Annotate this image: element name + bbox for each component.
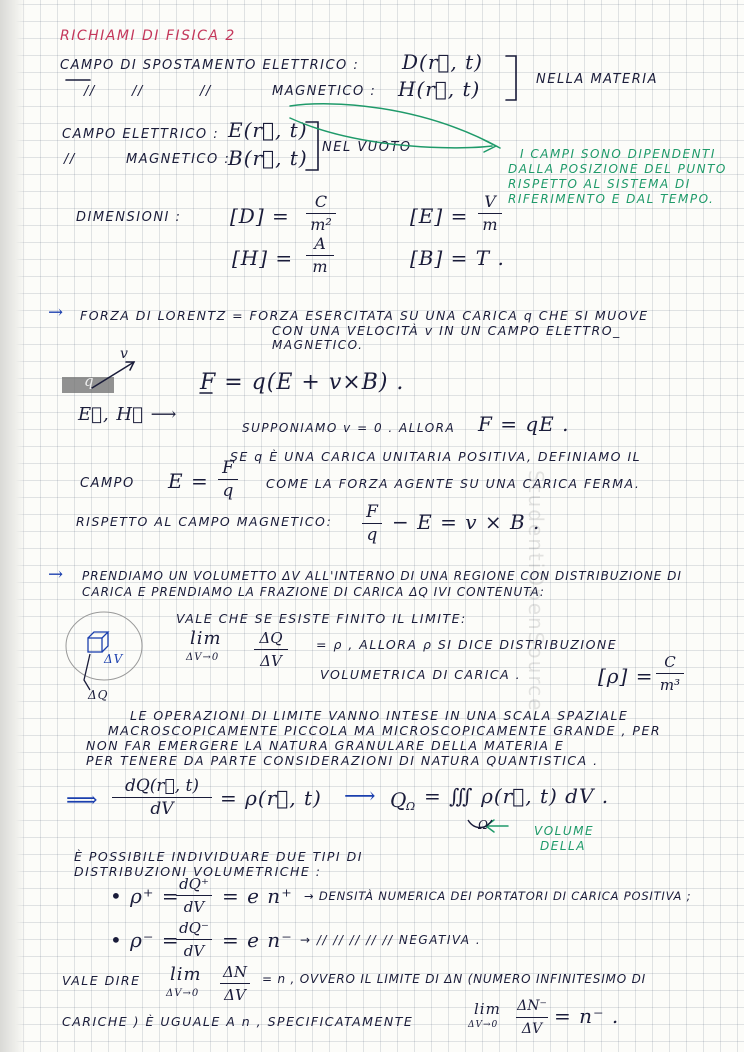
green-note-line-4: RIFERIMENTO E DAL TEMPO.: [508, 192, 715, 206]
charge-integral: = ∭ ρ(r⃗, t) dV .: [424, 784, 610, 808]
n-lim: lim: [170, 964, 202, 985]
q-omega: Q: [390, 788, 408, 812]
limit-note-4: PER TENERE DA PARTE CONSIDERAZIONI DI NATURA QUANTISTICA .: [86, 753, 599, 768]
dimensions-label: DIMENSIONI :: [76, 210, 182, 225]
volume-note: VOLUME: [534, 824, 595, 838]
rho-plus-den: dV: [183, 898, 205, 916]
derivative-arrow: ⟹: [66, 788, 99, 813]
derivative-den: dV: [150, 799, 174, 819]
limit-dq: ΔQ: [259, 629, 283, 647]
q-omega-sub: Ω: [406, 800, 417, 813]
dim-e-num: V: [484, 192, 496, 211]
n-minus-eq: = n⁻ .: [554, 1004, 620, 1028]
n-minus-lim-sub: ΔV→0: [468, 1020, 499, 1030]
magnetic-f: F: [366, 502, 378, 522]
lorentz-line-1: FORZA DI LORENTZ = FORZA ESERCITATA SU UNA CARICA q CHE SI MUOVE: [80, 308, 649, 323]
vacuum-bracket: [306, 122, 318, 170]
e-field-label: CAMPO ELETTRICO :: [62, 127, 220, 142]
limit-note-3: NON FAR EMERGERE LA NATURA GRANULARE DELLA MATERIA E: [86, 738, 565, 753]
watermark: StudentiOpenSource: [524, 470, 548, 713]
n-minus-lim: lim: [474, 1000, 501, 1018]
rho-minus-num: dQ⁻: [179, 919, 209, 937]
velocity-arrow: [92, 362, 134, 388]
campo-e-eq: E =: [168, 469, 209, 493]
rho-plus-note: → DENSITÀ NUMERICA DEI PORTATORI DI CARICA POSITIVA ;: [304, 889, 692, 903]
suppose-text: SUPPONIAMO v = 0 . ALLORA: [242, 421, 456, 435]
magnetic-label: RISPETTO AL CAMPO MAGNETICO:: [76, 514, 333, 529]
limit-lim-sub: ΔV→0: [186, 652, 220, 663]
green-note-line-1: I CAMPI SONO DIPENDENTI: [520, 147, 716, 161]
integral-domain: Ω: [478, 818, 489, 832]
dim-e-den: m: [482, 215, 498, 234]
h-field-label: MAGNETICO :: [272, 84, 377, 99]
dim-d-den: m²: [310, 215, 332, 234]
b-field-symbol: B(r⃗, t): [228, 146, 308, 170]
h-field-symbol: H(r⃗, t): [398, 77, 481, 101]
rho-units-num: C: [664, 653, 676, 671]
page-title: RICHIAMI DI FISICA 2: [60, 28, 236, 44]
density-line-1: PRENDIAMO UN VOLUMETTO ΔV ALL'INTERNO DI UNA REGIONE CON DISTRIBUZIONE DI: [82, 569, 682, 583]
limit-note-2: MACROSCOPICAMENTE PICCOLA MA MICROSCOPICAMENTE GRANDE , PER: [108, 723, 662, 738]
n-dv: ΔV: [224, 986, 246, 1004]
campo-tail: COME LA FORZA AGENTE SU UNA CARICA FERMA.: [266, 476, 641, 491]
dim-d-num: C: [314, 192, 328, 211]
n-minus-dn: ΔN⁻: [517, 998, 547, 1014]
b-field-label: MAGNETICO :: [126, 152, 231, 167]
rho-plus-num: dQ⁺: [179, 875, 209, 893]
lorentz-line-2: CON UNA VELOCITÀ v IN UN CAMPO ELETTRO_: [272, 323, 621, 338]
rho-minus-note: → // // // // // NEGATIVA .: [300, 933, 482, 947]
density-arrow: →: [48, 564, 65, 585]
matter-bracket: [506, 56, 516, 100]
cube-pointer: [84, 654, 90, 690]
dim-b: [B] = T .: [410, 246, 505, 270]
limit-note-1: LE OPERAZIONI DI LIMITE VANNO INTESE IN UNA SCALA SPAZIALE: [130, 708, 629, 723]
green-note-line-2: DALLA POSIZIONE DEL PUNTO: [508, 162, 727, 176]
magnetic-q: q: [366, 525, 378, 545]
vale-dire: VALE DIRE: [62, 973, 141, 988]
cube-dv-label: ΔV: [104, 652, 124, 666]
carrier-intro-1: È POSSIBILE INDIVIDUARE DUE TIPI DI: [74, 849, 363, 864]
volume-note-2: DELLA: [540, 839, 586, 853]
rho-units-lhs: [ρ] =: [598, 664, 654, 688]
derivative-num: dQ(r⃗, t): [124, 776, 200, 796]
green-note-line-3: RISPETTO AL SISTEMA DI: [508, 177, 691, 191]
rho-plus-rhs: = e n⁺: [222, 884, 293, 908]
n-minus-dv: ΔV: [521, 1021, 543, 1037]
green-arrow-from-e: [290, 118, 492, 148]
dim-h-lhs: [H] =: [232, 246, 294, 270]
matter-label: NELLA MATERIA: [536, 72, 659, 87]
cube-depth: [88, 632, 108, 652]
limit-intro: VALE CHE SE ESISTE FINITO IL LIMITE:: [176, 611, 467, 626]
rho-minus-rhs: = e n⁻: [222, 928, 293, 952]
n-lim-sub: ΔV→0: [166, 988, 200, 999]
d-field-label: CAMPO DI SPOSTAMENTO ELETTRICO :: [60, 58, 360, 73]
cube-region-circle: [66, 612, 142, 680]
e-field-symbol: E(r⃗, t): [228, 118, 308, 142]
sketch-v-label: v: [120, 346, 129, 362]
n-dn: ΔN: [223, 963, 247, 981]
lorentz-formula: F = q(E + v×B) .: [200, 370, 405, 395]
cariche-line: CARICHE ) È UGUALE A n , SPECIFICATAMENTE: [62, 1014, 414, 1029]
ditto-3: //: [200, 84, 212, 99]
volume-arrow: [486, 820, 508, 832]
sketch-fields: E⃗, H⃗ ⟶: [78, 404, 178, 425]
density-line-2: CARICA E PRENDIAMO LA FRAZIONE DI CARICA ΔQ IVI CONTENUTA:: [82, 585, 545, 599]
cube-sketch: [66, 612, 142, 690]
suppose-result: F = qE .: [478, 412, 570, 436]
then-arrow: ⟶: [344, 784, 377, 809]
lorentz-sketch: [92, 362, 212, 393]
carrier-intro-2: DISTRIBUZIONI VOLUMETRICHE :: [74, 864, 322, 879]
volumetric-label: VOLUMETRICA DI CARICA .: [320, 667, 522, 682]
green-arrows: [290, 104, 508, 832]
green-arrow-from-h: [290, 104, 500, 148]
sketch-q-label: q: [84, 372, 95, 390]
limit-dv: ΔV: [260, 652, 282, 670]
campo-f: F: [222, 458, 234, 478]
ditto-1: //: [84, 84, 96, 99]
dim-h-den: m: [312, 257, 328, 276]
rho-definition: = ρ , ALLORA ρ SI DICE DISTRIBUZIONE: [316, 637, 618, 652]
rho-minus-lhs: • ρ⁻ =: [110, 928, 180, 952]
cube-dq-label: ΔQ: [88, 688, 109, 702]
derivative-rhs: = ρ(r⃗, t): [220, 786, 322, 810]
lorentz-line-3: MAGNETICO.: [272, 338, 364, 352]
dim-e-lhs: [E] =: [410, 204, 469, 228]
campo-word: CAMPO: [80, 476, 135, 491]
n-definition: = n , OVVERO IL LIMITE DI ΔN (NUMERO INFINITESIMO DI: [262, 972, 646, 986]
campo-q: q: [222, 481, 234, 501]
d-field-symbol: D(r⃗, t): [402, 50, 483, 74]
define-line: SE q È UNA CARICA UNITARIA POSITIVA, DEFINIAMO IL: [230, 449, 642, 464]
cube-front: [88, 638, 102, 652]
magnetic-tail: − E = v × B .: [392, 510, 541, 534]
rho-plus-lhs: • ρ⁺ =: [110, 884, 180, 908]
lorentz-arrow: →: [48, 302, 65, 323]
rho-units-den: m³: [659, 676, 681, 694]
vacuum-label: NEL VUOTO: [322, 140, 412, 155]
ditto-2: //: [132, 84, 144, 99]
brackets: [66, 56, 516, 170]
limit-lim: lim: [190, 628, 222, 649]
dim-h-num: A: [314, 234, 326, 253]
rho-minus-den: dV: [183, 942, 205, 960]
dim-d-lhs: [D] =: [230, 204, 290, 228]
ditto-4: //: [64, 152, 76, 167]
